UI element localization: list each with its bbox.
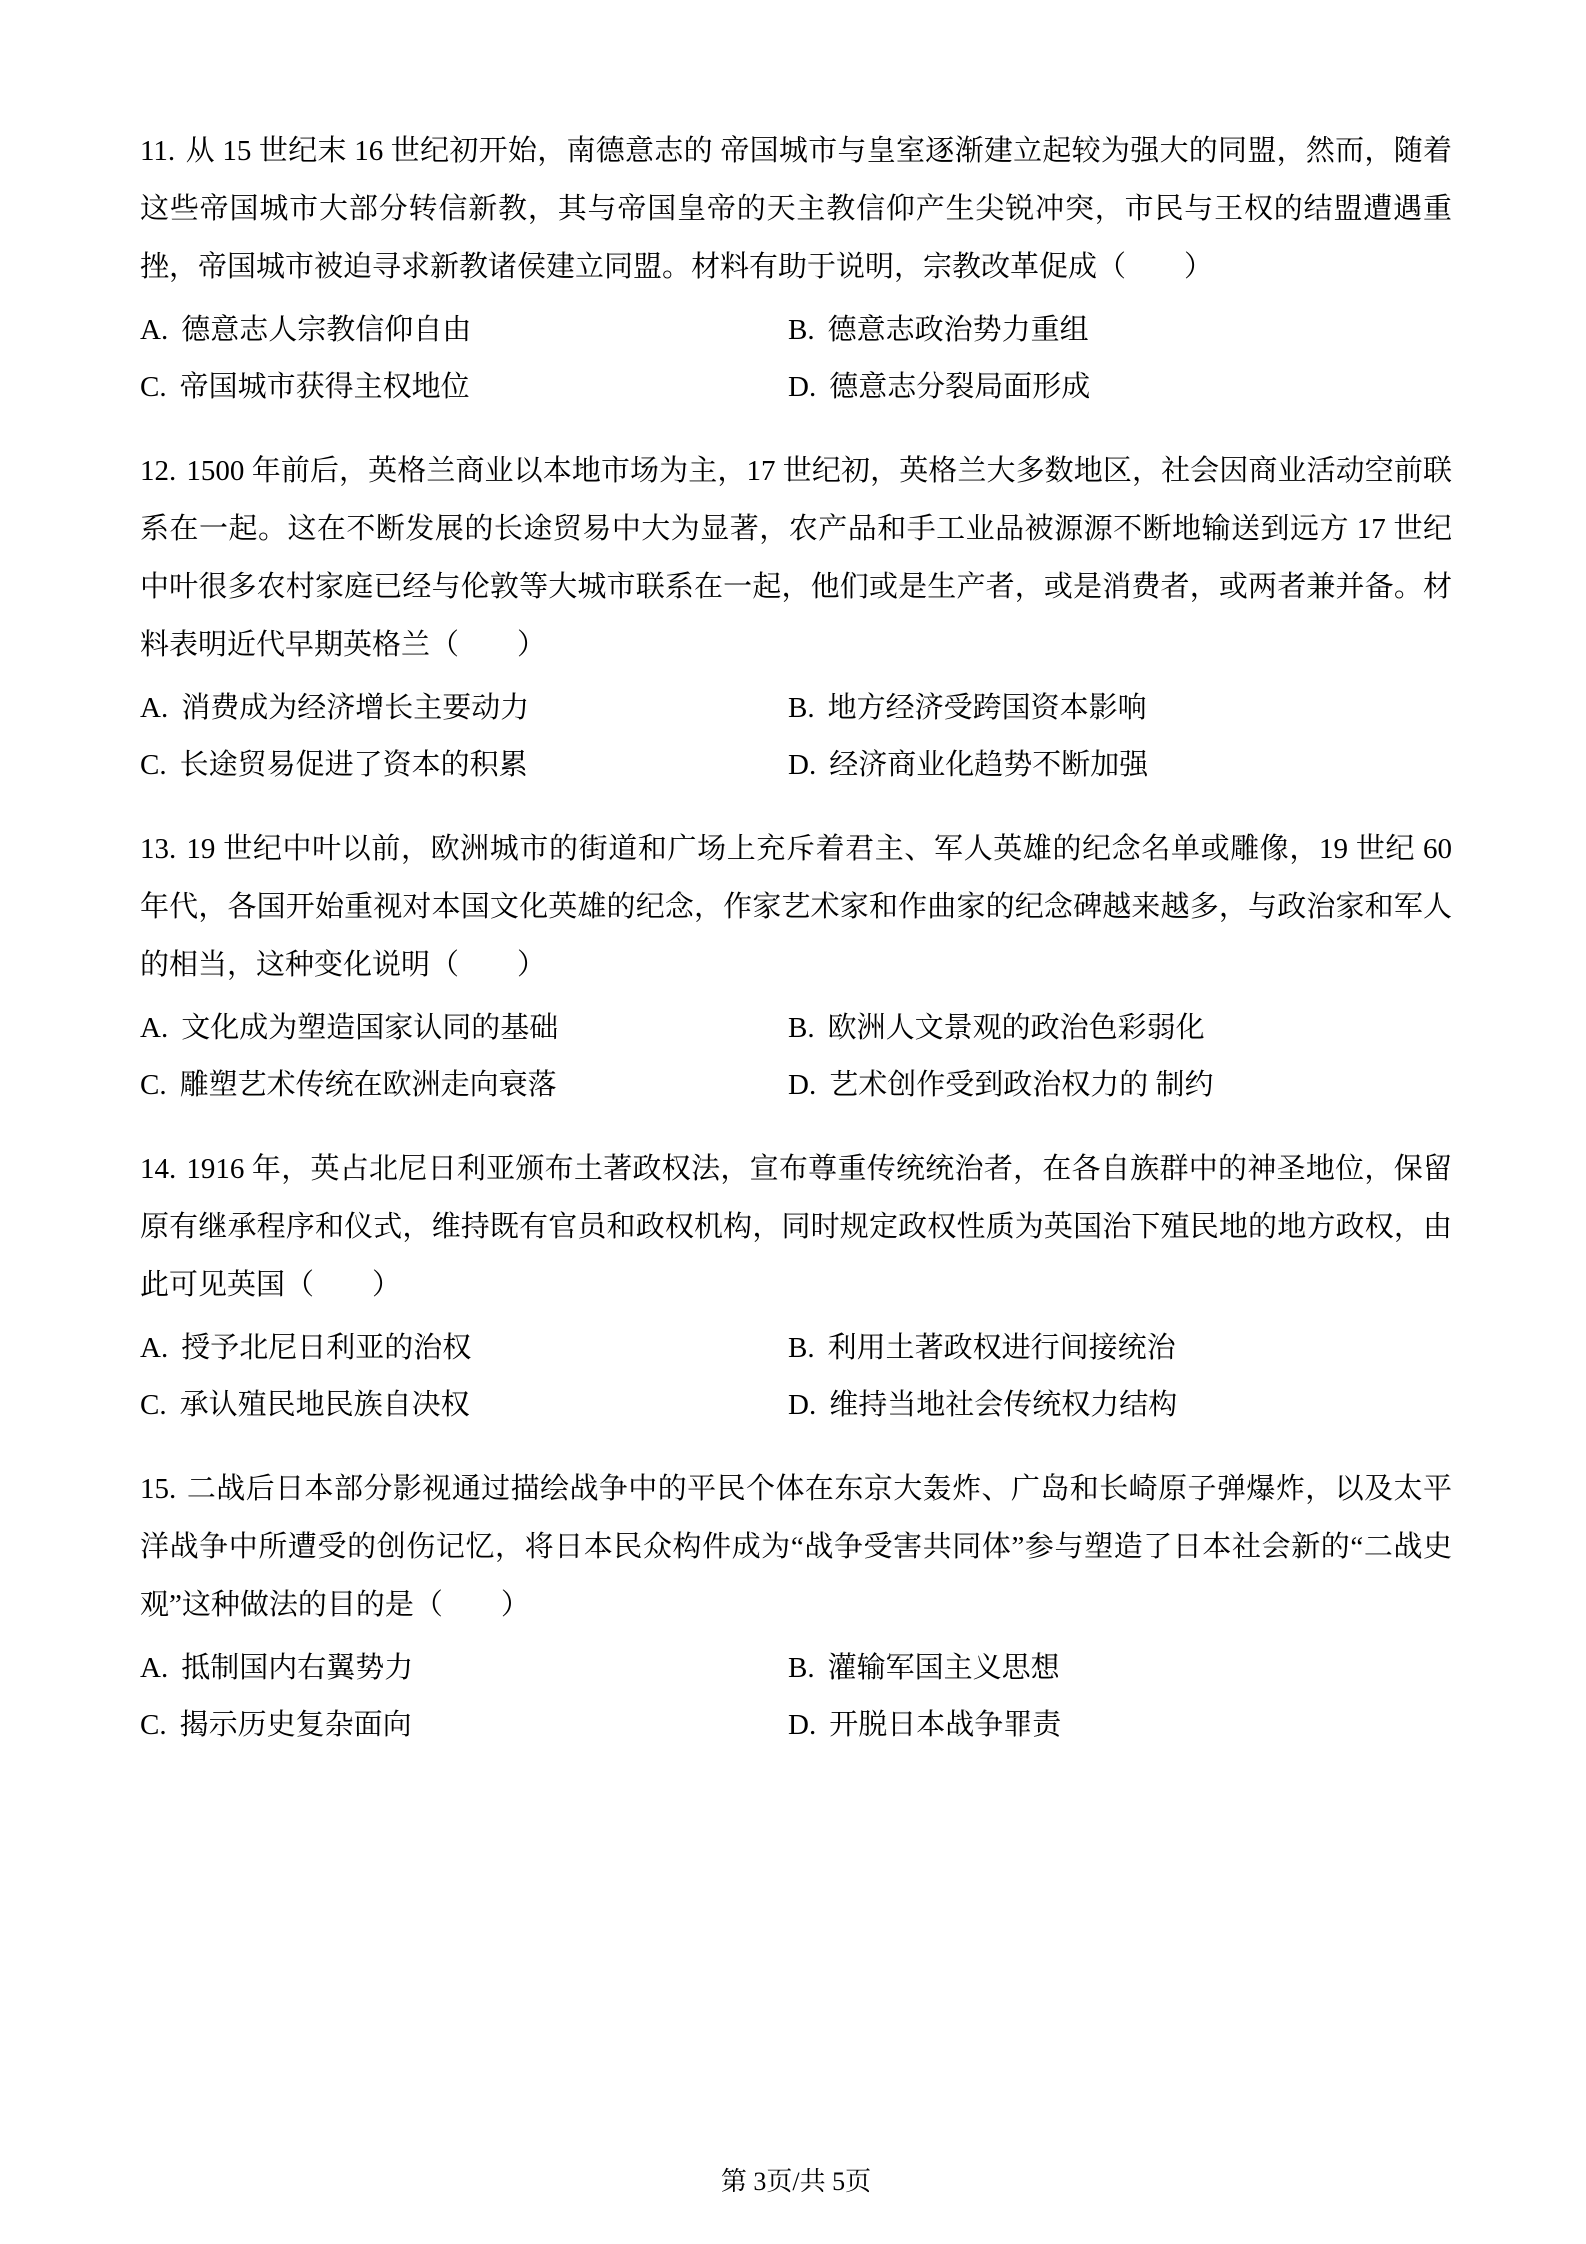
question-15-stem [140, 1460, 1452, 1634]
question-15-option-c [140, 1697, 788, 1754]
option-text: 经济商业化趋势不断加强 [829, 749, 1149, 781]
option-label: A. [140, 314, 169, 346]
question-14-number: 14. [140, 1153, 177, 1185]
question-13-number: 13. [140, 833, 177, 865]
question-11-options [140, 302, 1452, 416]
question-12-option-d [788, 737, 1452, 794]
option-text: 揭示历史复杂面向 [179, 1709, 412, 1741]
question-13 [140, 820, 1452, 1114]
question-11-option-a [140, 302, 788, 359]
option-text: 帝国城市获得主权地位 [179, 371, 470, 403]
option-label: B. [788, 1652, 815, 1684]
option-label: D. [788, 749, 817, 781]
question-11-stem [140, 122, 1452, 296]
option-label: A. [140, 692, 169, 724]
question-12-option-b [788, 680, 1452, 737]
option-label: B. [788, 314, 815, 346]
question-15-number: 15. [140, 1473, 177, 1505]
question-15-option-a [140, 1640, 788, 1697]
option-text: 地方经济受跨国资本影响 [827, 692, 1147, 724]
option-text: 授予北尼日利亚的治权 [181, 1332, 472, 1364]
option-text: 灌输军国主义思想 [827, 1652, 1060, 1684]
question-12-options [140, 680, 1452, 794]
question-12-number: 12. [140, 455, 177, 487]
option-text: 德意志人宗教信仰自由 [181, 314, 472, 346]
question-14-option-a [140, 1320, 788, 1377]
question-14-option-c [140, 1377, 788, 1434]
option-label: D. [788, 1709, 817, 1741]
option-label: B. [788, 692, 815, 724]
question-12 [140, 442, 1452, 794]
question-13-option-d [788, 1057, 1452, 1114]
question-11-option-d [788, 359, 1452, 416]
option-label: B. [788, 1012, 815, 1044]
question-14-option-b [788, 1320, 1452, 1377]
question-13-option-c [140, 1057, 788, 1114]
option-label: D. [788, 1389, 817, 1421]
question-14-option-d [788, 1377, 1452, 1434]
option-label: C. [140, 1709, 167, 1741]
option-label: D. [788, 371, 817, 403]
option-label: B. [788, 1332, 815, 1364]
question-11-number: 11. [140, 135, 176, 167]
option-text: 承认殖民地民族自决权 [179, 1389, 470, 1421]
question-12-option-a [140, 680, 788, 737]
question-15-text: 二战后日本部分影视通过描绘战争中的平民个体在东京大轰炸、广岛和长崎原子弹爆炸，以及太平洋战争中所遭受的创伤记忆，将日本民众构件成为“战争受害共同体”参与塑造了日本社会新的“二战史观”这种做法的目的是（ ） [140, 1473, 1452, 1621]
question-13-stem [140, 820, 1452, 994]
page-footer [140, 2162, 1452, 2202]
option-text: 长途贸易促进了资本的积累 [179, 749, 528, 781]
option-text: 维持当地社会传统权力结构 [829, 1389, 1178, 1421]
option-text: 开脱日本战争罪责 [829, 1709, 1062, 1741]
question-13-text: 19 世纪中叶以前，欧洲城市的街道和广场上充斥着君主、军人英雄的纪念名单或雕像，19 世纪 60 年代，各国开始重视对本国文化英雄的纪念，作家艺术家和作曲家的纪念碑越来越多，与政治家和军人的相当，这种变化说明（ ） [140, 833, 1452, 981]
question-11-text: 从 15 世纪末 16 世纪初开始，南德意志的 帝国城市与皇室逐渐建立起较为强大的同盟，然而，随着这些帝国城市大部分转信新教，其与帝国皇帝的天主教信仰产生尖锐冲突，市民与王权的结盟遭遇重挫，帝国城市被迫寻求新教诸侯建立同盟。材料有助于说明，宗教改革促成（ ） [140, 135, 1452, 283]
option-text: 德意志分裂局面形成 [829, 371, 1091, 403]
question-14-options [140, 1320, 1452, 1434]
question-13-options [140, 1000, 1452, 1114]
option-label: C. [140, 371, 167, 403]
option-label: C. [140, 749, 167, 781]
option-text: 德意志政治势力重组 [827, 314, 1089, 346]
question-12-option-c [140, 737, 788, 794]
option-label: A. [140, 1012, 169, 1044]
option-label: D. [788, 1069, 817, 1101]
question-15-option-b [788, 1640, 1452, 1697]
question-12-stem [140, 442, 1452, 674]
question-14-text: 1916 年，英占北尼日利亚颁布土著政权法，宣布尊重传统统治者，在各自族群中的神圣地位，保留原有继承程序和仪式，维持既有官员和政权机构，同时规定政权性质为英国治下殖民地的地方政权，由此可见英国（ ） [140, 1153, 1452, 1301]
option-text: 消费成为经济增长主要动力 [181, 692, 530, 724]
question-13-option-a [140, 1000, 788, 1057]
question-14 [140, 1140, 1452, 1434]
option-text: 抵制国内右翼势力 [181, 1652, 414, 1684]
option-text: 利用土著政权进行间接统治 [827, 1332, 1176, 1364]
question-11-option-c [140, 359, 788, 416]
option-label: A. [140, 1652, 169, 1684]
option-text: 文化成为塑造国家认同的基础 [181, 1012, 559, 1044]
option-text: 雕塑艺术传统在欧洲走向衰落 [179, 1069, 557, 1101]
question-15-options [140, 1640, 1452, 1754]
question-list [140, 122, 1452, 2162]
question-15-option-d [788, 1697, 1452, 1754]
question-11 [140, 122, 1452, 416]
question-11-option-b [788, 302, 1452, 359]
option-label: C. [140, 1069, 167, 1101]
question-14-stem [140, 1140, 1452, 1314]
question-13-option-b [788, 1000, 1452, 1057]
option-text: 欧洲人文景观的政治色彩弱化 [827, 1012, 1205, 1044]
question-12-text: 1500 年前后，英格兰商业以本地市场为主，17 世纪初，英格兰大多数地区，社会因商业活动空前联系在一起。这在不断发展的长途贸易中大为显著，农产品和手工业品被源源不断地输送到远方 17 世纪中叶很多农村家庭已经与伦敦等大城市联系在一起，他们或是生产者，或是消费者，或两者兼并备。材料表明近代早期英格兰（ ） [140, 455, 1452, 661]
option-text: 艺术创作受到政治权力的 制约 [829, 1069, 1214, 1101]
question-15 [140, 1460, 1452, 1754]
option-label: C. [140, 1389, 167, 1421]
page-number-indicator: 第 3页/共 5页 [720, 2167, 872, 2196]
option-label: A. [140, 1332, 169, 1364]
